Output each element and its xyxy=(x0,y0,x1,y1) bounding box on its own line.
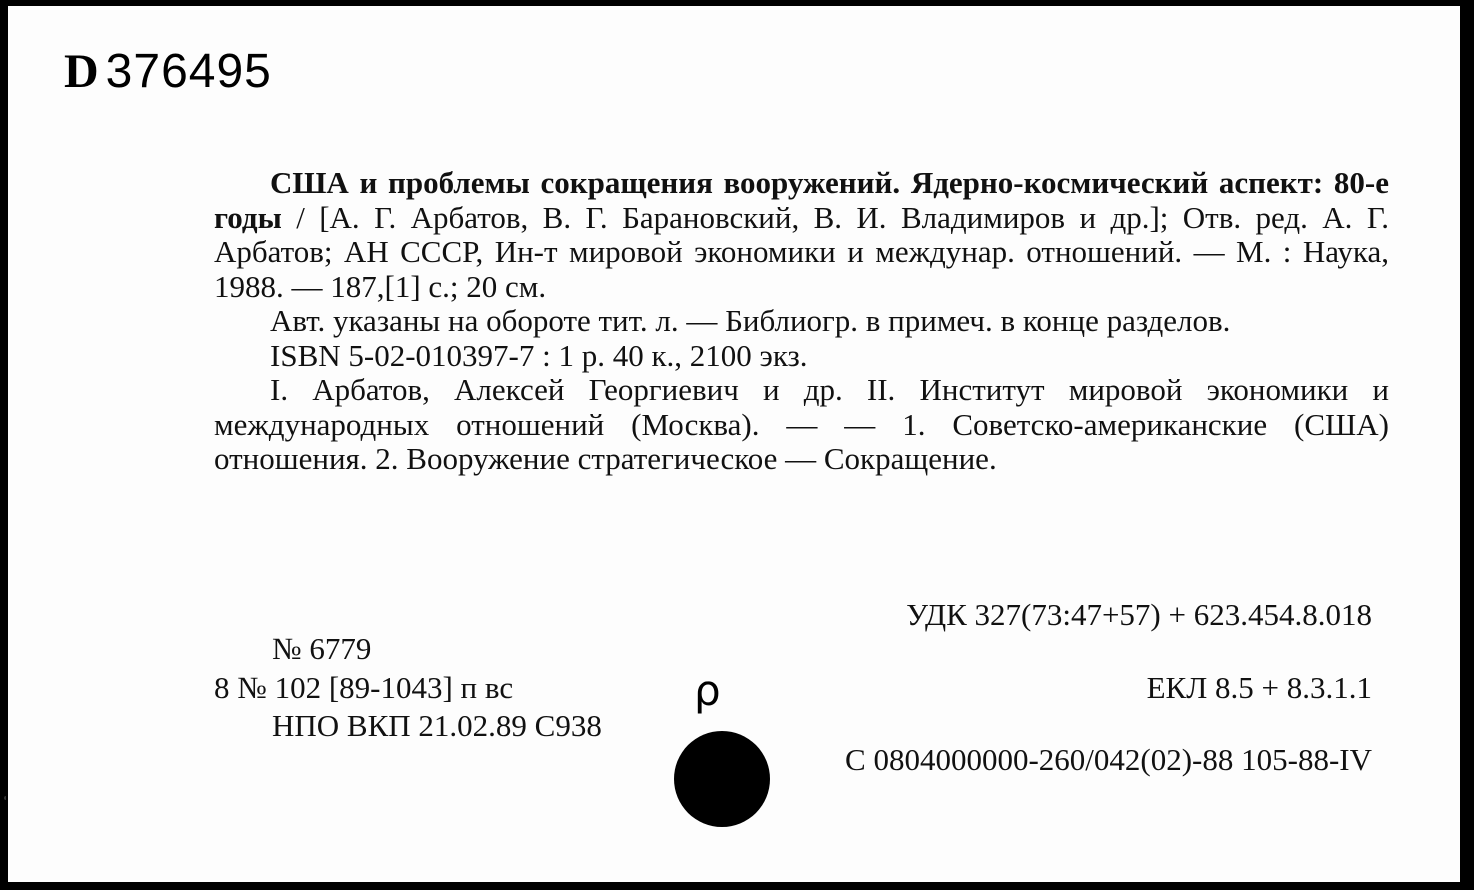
order-line: 8 № 102 [89-1043] п вс xyxy=(214,670,514,705)
card-number: № 6779 xyxy=(272,631,372,666)
handwritten-mark: ρ xyxy=(694,666,721,715)
catalog-prefix: D xyxy=(64,45,100,98)
isbn-line: ISBN 5-02-010397-7 : 1 р. 40 к., 2100 экз. xyxy=(270,337,808,373)
catalog-number: 376495 xyxy=(105,45,272,98)
npo-line: НПО ВКП 21.02.89 С938 xyxy=(272,708,602,743)
bibliographic-entry xyxy=(214,166,1389,477)
note-paragraph: Авт. указаны на обороте тит. л. — Библиогр. в примеч. в конце разделов. xyxy=(270,303,1231,338)
catalog-id xyxy=(64,44,272,99)
book-title: США и проблемы сокращения вооружений. Ядерно-космический аспект: 80-е годы xyxy=(214,165,1389,235)
responsibility-statement: / [А. Г. Арбатов, В. Г. Барановский, В. И. Владимиров и др.]; Отв. ред. А. Г. Арбатов; АН СССР, Ин-т мировой экономики и междунар. отношений. — М. : Наука, 1988. — 187,[1] с.; 20 см. xyxy=(214,199,1389,304)
udk-line: УДК 327(73:47+57) + 623.454.8.018 xyxy=(906,597,1372,632)
library-catalog-card xyxy=(6,4,1462,884)
ekl-line: ЕКЛ 8.5 + 8.3.1.1 xyxy=(1146,670,1372,705)
punch-hole xyxy=(674,731,770,827)
title-paragraph xyxy=(214,166,1389,304)
c-code-line: С 0804000000-260/042(02)-88 105-88-IV xyxy=(845,742,1372,777)
subjects-paragraph: I. Арбатов, Алексей Георгиевич и др. II. Институт мировой экономики и международных отношений (Москва). — — 1. Советско-американские (США) отношения. 2. Вооружение стратегическое — Сокращение. xyxy=(214,372,1389,476)
